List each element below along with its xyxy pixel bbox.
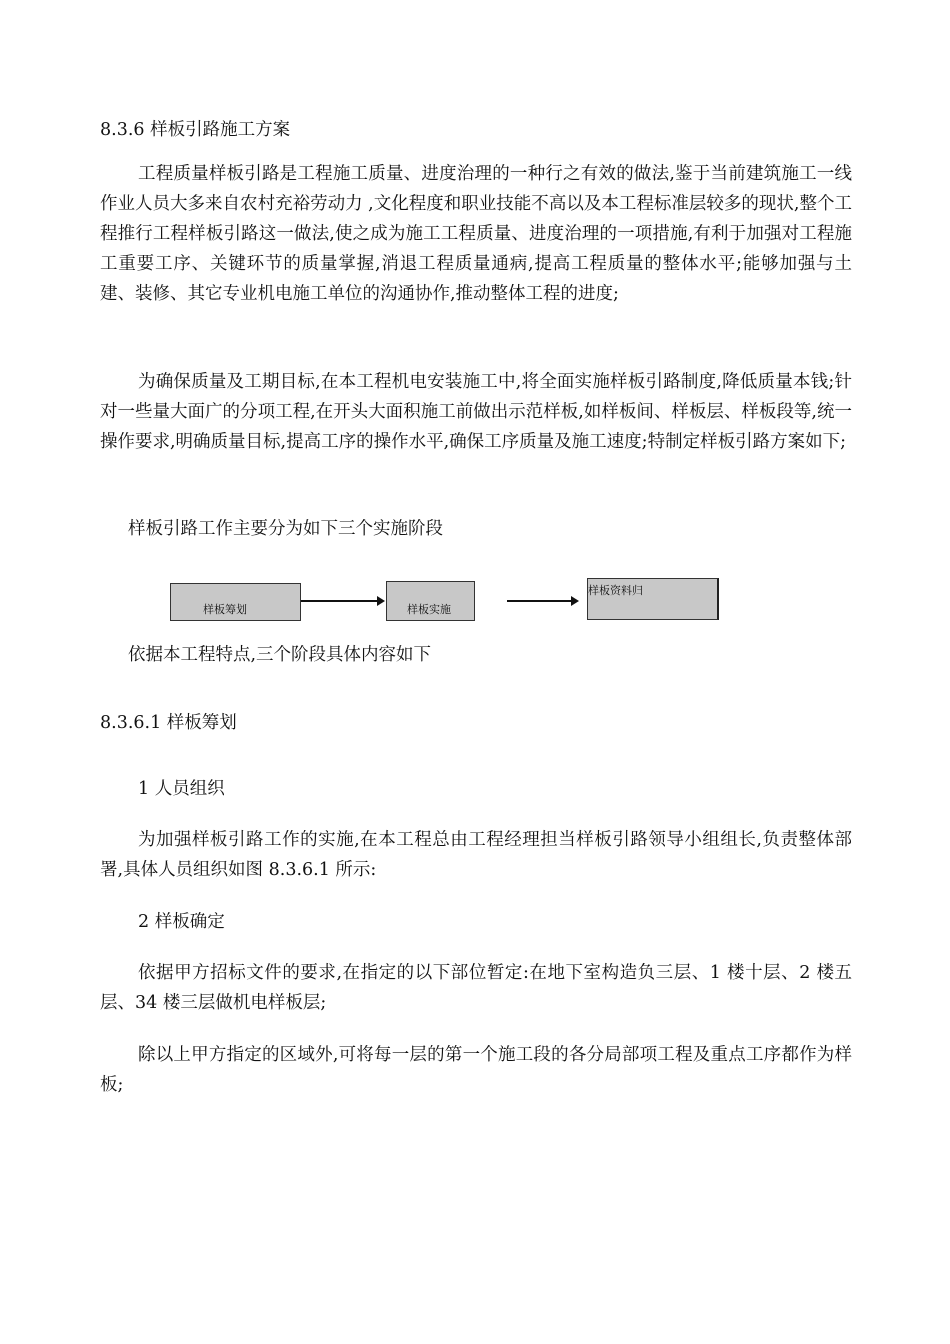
flow-box-implementation (386, 581, 475, 621)
stage-flow-diagram (170, 578, 730, 624)
stages-intro: 样板引路工作主要分为如下三个实施阶段 (128, 519, 443, 539)
flow-box-planning (170, 583, 301, 621)
flow-box-label: 样板实施 (407, 603, 451, 616)
paragraph-purpose: 为确保质量及工期目标,在本工程机电安装施工中,将全面实施样板引路制度,降低质量本钱;针对一些量大面广的分项工程,在开头大面积施工前做出示范样板,如样板间、样板层、样板段等,统一操作要求,明确质量目标,提高工序的操作水平,确保工序质量及施工速度;特制定样板引路方案如下; (100, 372, 852, 452)
section-heading: 8.3.6 样板引路施工方案 (100, 120, 291, 140)
item2-text1: 依据甲方招标文件的要求,在指定的以下部位暂定:在地下室构造负三层、1 楼十层、2 楼五层、34 楼三层做机电样板层; (100, 963, 852, 1013)
paragraph-intro: 工程质量样板引路是工程施工质量、进度治理的一种行之有效的做法,鉴于当前建筑施工一线作业人员大多来自农村充裕劳动力 ,文化程度和职业技能不高以及本工程标准层较多的现状,整个工程推行工程样板引路这一做法,使之成为施工工程质量、进度治理的一项措施,有利于加强对工程施工重要工序、关键环节的质量掌握,消退工程质量通病,提高工程质量的整体水平;能够加强与土建、装修、其它专业机电施工单位的沟通协作,推动整体工程的进度; (100, 164, 852, 304)
flow-box-label: 样板资料归 (588, 584, 643, 597)
item1-text: 为加强样板引路工作的实施,在本工程总由工程经理担当样板引路领导小组组长,负责整体部署,具体人员组织如图 8.3.6.1 所示: (100, 830, 852, 880)
flow-box-archive (587, 578, 719, 620)
flow-box-label: 样板筹划 (203, 603, 247, 616)
item2-title: 2 样板确定 (138, 912, 225, 932)
item1-title: 1 人员组织 (138, 779, 225, 799)
flow-arrow (507, 600, 573, 602)
item2-text2: 除以上甲方指定的区域外,可将每一层的第一个施工段的各分局部项工程及重点工序都作为样板; (100, 1045, 852, 1095)
subsection-heading: 8.3.6.1 样板筹划 (100, 713, 237, 733)
stages-after: 依据本工程特点,三个阶段具体内容如下 (128, 645, 432, 665)
flow-arrow (301, 600, 379, 602)
